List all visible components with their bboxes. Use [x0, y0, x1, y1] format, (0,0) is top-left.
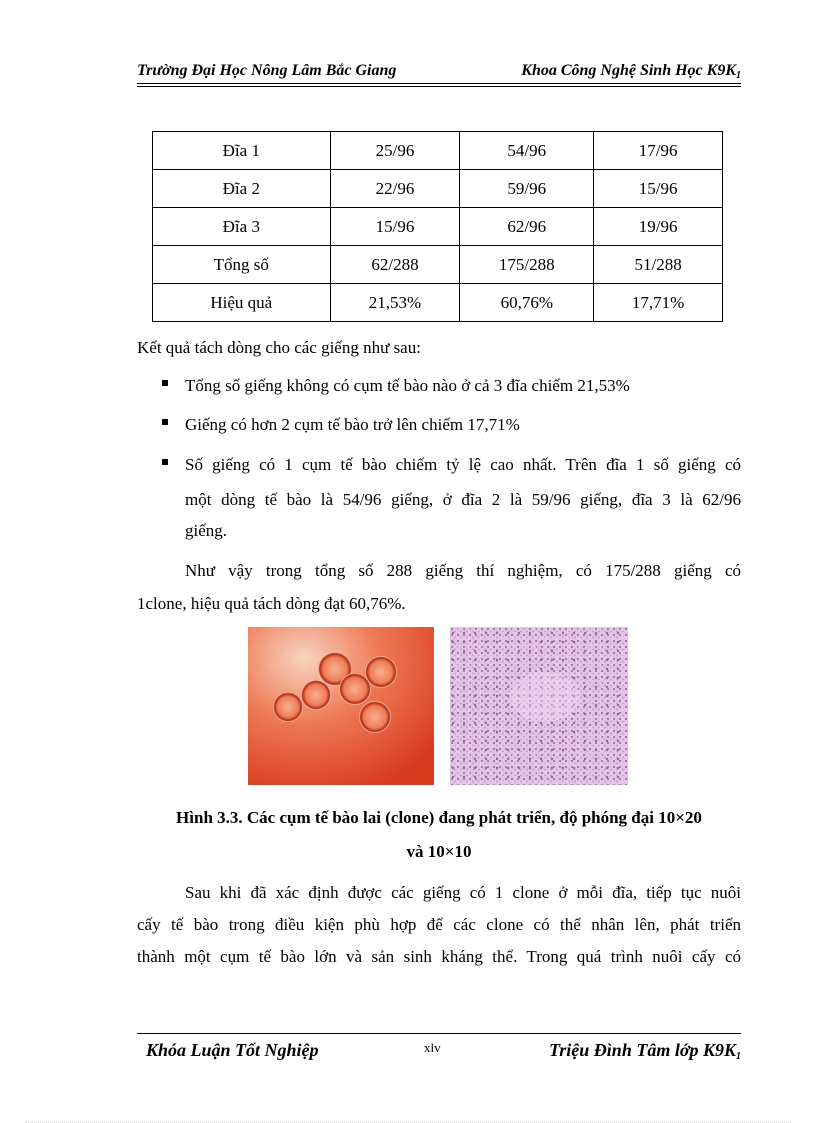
- table-cell: 62/96: [460, 208, 594, 246]
- table-cell: 25/96: [330, 132, 460, 170]
- bullet-2: Giếng có hơn 2 cụm tế bào trở lên chiếm 17,71%: [185, 415, 520, 434]
- figure-caption-line1: Hình 3.3. Các cụm tế bào lai (clone) đang phát triển, độ phóng đại 10×20: [176, 808, 702, 827]
- paragraph-2-line3: thành một cụm tế bào lớn và sản sinh kháng thể. Trong quá trình nuôi cấy có: [137, 947, 741, 966]
- table-cell: 59/96: [460, 170, 594, 208]
- table-cell: 22/96: [330, 170, 460, 208]
- header-department: [521, 62, 741, 81]
- header-department-text: Khoa Công Nghệ Sinh Học K9K: [521, 62, 736, 79]
- table-cell: 19/96: [594, 208, 723, 246]
- table-cell: 21,53%: [330, 284, 460, 322]
- paragraph-2-line2: cấy tế bào trong điều kiện phù hợp để các clone có thể nhân lên, phát triển: [137, 915, 741, 934]
- footer-rule: [137, 1033, 741, 1034]
- bullet-1: Tổng số giếng không có cụm tế bào nào ở cả 3 đĩa chiếm 21,53%: [185, 376, 630, 395]
- header-department-sub: 1: [736, 70, 741, 81]
- footer-author-sub: 1: [736, 1051, 741, 1062]
- clone-photo-10x10: [450, 627, 628, 785]
- table-row: [153, 246, 723, 284]
- table-row: [153, 132, 723, 170]
- footer-thesis: Khóa Luận Tốt Nghiệp: [146, 1040, 319, 1060]
- table-row: [153, 170, 723, 208]
- clone-photo-10x20: [248, 627, 434, 785]
- bullet-3-line1: Số giếng có 1 cụm tế bào chiếm tỷ lệ cao nhất. Trên đĩa 1 số giếng có: [185, 455, 741, 474]
- bullet-3-line3: giếng.: [185, 521, 228, 540]
- paragraph-1-line1: Như vậy trong tổng số 288 giếng thí nghiệm, có 175/288 giếng có: [185, 561, 741, 580]
- page-number: xlv: [424, 1040, 441, 1055]
- bullet-icon: [162, 459, 168, 465]
- header-rule: [137, 83, 741, 84]
- footer-author: [549, 1040, 741, 1062]
- paragraph-1-line2: 1clone, hiệu quả tách dòng đạt 60,76%.: [137, 594, 406, 613]
- table-cell: Tổng số: [153, 246, 331, 284]
- table-cell: 17,71%: [594, 284, 723, 322]
- bullet-icon: [162, 380, 168, 386]
- table-cell: Đĩa 3: [153, 208, 331, 246]
- table-cell: Đĩa 1: [153, 132, 331, 170]
- bullet-3-line2: một dòng tế bào là 54/96 giếng, ở đĩa 2 là 59/96 giếng, đĩa 3 là 62/96: [185, 490, 741, 509]
- results-table: [152, 131, 723, 322]
- table-cell: 54/96: [460, 132, 594, 170]
- table-cell: Hiệu quả: [153, 284, 331, 322]
- bullet-icon: [162, 419, 168, 425]
- table-cell: 62/288: [330, 246, 460, 284]
- table-cell: 15/96: [594, 170, 723, 208]
- paragraph-2-line1: Sau khi đã xác định được các giếng có 1 clone ở mỗi đĩa, tiếp tục nuôi: [185, 883, 741, 902]
- header-rule-double: [137, 86, 741, 87]
- intro-text: Kết quả tách dòng cho các giếng như sau:: [137, 338, 421, 357]
- table-row: [153, 284, 723, 322]
- table-cell: Đĩa 2: [153, 170, 331, 208]
- table-row: [153, 208, 723, 246]
- figure-caption-line2: và 10×10: [406, 842, 472, 861]
- footer-author-text: Triệu Đình Tâm lớp K9K: [548, 1040, 736, 1060]
- header-school: Trường Đại Học Nông Lâm Bắc Giang: [137, 62, 397, 79]
- table-cell: 15/96: [330, 208, 460, 246]
- table-cell: 175/288: [460, 246, 594, 284]
- table-cell: 60,76%: [460, 284, 594, 322]
- table-cell: 51/288: [594, 246, 723, 284]
- table-cell: 17/96: [594, 132, 723, 170]
